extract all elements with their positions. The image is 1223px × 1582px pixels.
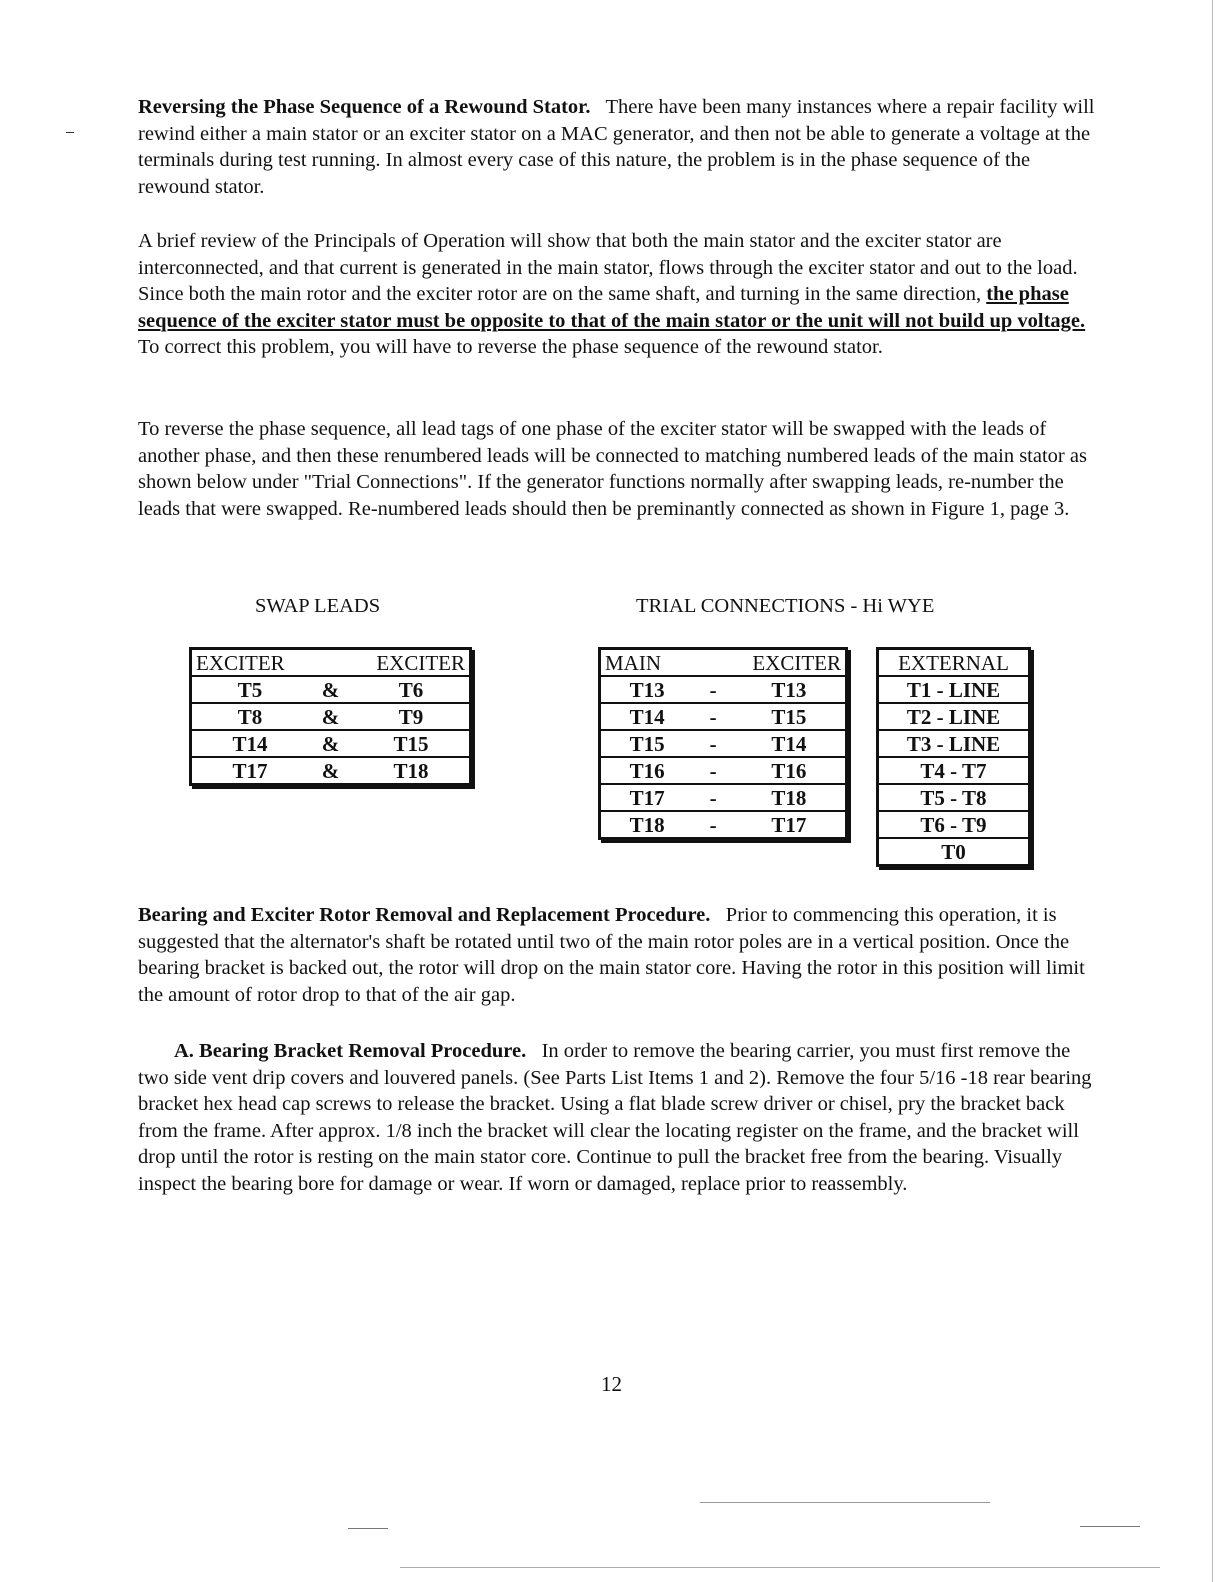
table-cell: T6 [353, 676, 471, 703]
paragraph-bearing-exciter-removal [138, 902, 1103, 1008]
paragraph-principals-of-operation [138, 228, 1103, 361]
table-cell: T5 [191, 676, 309, 703]
header-spacer [308, 649, 353, 677]
header-cell: MAIN [600, 649, 694, 677]
paragraph-text: To reverse the phase sequence, all lead tags of one phase of the exciter stator will be swapped with the leads of another phase, and then these renumbered leads will be connected to matching numbered leads of the main stator as shown below under "Trial Connections". If the generator functions normally after swapping leads, re-number the leads that were swapped. Re-numbered leads should then be preminantly connected as shown in Figure 1, page 3. [138, 418, 1087, 520]
emphasis-phase-sequence-warning: the phase sequence of the exciter stator must be opposite to that of the main stator or the unit will not build up voltage. [138, 283, 1086, 332]
scan-speck [1080, 1526, 1140, 1527]
trial-connections-title: TRIAL CONNECTIONS - Hi WYE [636, 595, 935, 617]
table-cell: T6 - T9 [878, 811, 1030, 838]
table-cell: & [308, 730, 353, 757]
table-cell: T5 - T8 [878, 784, 1030, 811]
paragraph-text: To correct this problem, you will have to reverse the phase sequence of the rewound stator. [138, 336, 883, 359]
table-cell: T4 - T7 [878, 757, 1030, 784]
table-cell: T17 [232, 759, 268, 783]
swap-leads-title: SWAP LEADS [255, 595, 381, 617]
table-row [600, 757, 847, 784]
heading-reversing-phase-sequence: Reversing the Phase Sequence of a Rewound Stator. [138, 96, 591, 118]
paragraph-reverse-procedure [138, 416, 1103, 522]
table-row [600, 811, 847, 839]
table-cell: T17 [600, 784, 694, 811]
table-cell: T18 [733, 784, 847, 811]
header-cell: EXCITER [353, 649, 471, 677]
heading-bearing-bracket-removal: A. Bearing Bracket Removal Procedure. [174, 1040, 527, 1062]
table-row [600, 703, 847, 730]
table-cell: T1 - LINE [878, 676, 1030, 703]
header-cell: EXCITER [733, 649, 847, 677]
table-cell: T15 [600, 730, 694, 757]
table-cell: T14 [733, 730, 847, 757]
table-row [191, 730, 471, 757]
table-cell: T13 [600, 676, 694, 703]
table-row [878, 811, 1030, 838]
table-row [878, 730, 1030, 757]
table-header-row [191, 649, 471, 677]
table-row [600, 730, 847, 757]
table-row [600, 676, 847, 703]
table-cell: & [308, 676, 353, 703]
table-cell: T18 [393, 759, 429, 783]
table-cell: T16 [733, 757, 847, 784]
table-row [191, 676, 471, 703]
table-header-row [600, 649, 847, 677]
paragraph-bearing-bracket-removal [138, 1038, 1103, 1198]
table-row [600, 784, 847, 811]
table-cell: & [321, 759, 340, 783]
table-row [878, 784, 1030, 811]
table-row [191, 757, 471, 785]
table-cell: T3 - LINE [878, 730, 1030, 757]
header-spacer [693, 649, 733, 677]
table-cell: - [693, 703, 733, 730]
table-cell: T16 [600, 757, 694, 784]
scan-edge-line [1212, 0, 1213, 1582]
table-cell: T14 [600, 703, 694, 730]
table-row [878, 703, 1030, 730]
heading-bearing-exciter-removal: Bearing and Exciter Rotor Removal and Replacement Procedure. [138, 904, 711, 926]
table-cell: T17 [771, 813, 807, 837]
table-cell: T15 [733, 703, 847, 730]
table-header-row [878, 649, 1030, 677]
scan-speck [400, 1567, 1160, 1568]
scan-speck [700, 1502, 990, 1503]
table-cell: - [693, 730, 733, 757]
table-row [878, 676, 1030, 703]
swap-leads-table [189, 647, 472, 786]
header-cell: EXCITER [191, 649, 309, 677]
table-cell: - [693, 757, 733, 784]
table-cell: & [308, 703, 353, 730]
paragraph-text: In order to remove the bearing carrier, you must first remove the two side vent drip covers and louvered panels. (See Parts List Items 1 and 2). Remove the four 5/16 -18 rear bearing bracket hex head cap screws to release the bracket. Using a flat blade screw driver or chisel, pry the bracket back from the frame. After approx. 1/8 inch the bracket will clear the locating register on the frame, and the bracket will drop until the rotor is resting on the main stator core. Continue to pull the bracket free from the bearing. Visually inspect the bearing bore for damage or wear. If worn or damaged, replace prior to reassembly. [138, 1040, 1092, 1195]
table-cell: T0 [941, 840, 966, 864]
main-exciter-table [598, 647, 848, 840]
table-cell: T2 - LINE [878, 703, 1030, 730]
table-cell: T8 [191, 703, 309, 730]
table-cell: T13 [733, 676, 847, 703]
table-row [878, 757, 1030, 784]
table-cell: - [693, 676, 733, 703]
table-cell: T15 [353, 730, 471, 757]
table-cell: T14 [191, 730, 309, 757]
scan-speck [348, 1528, 388, 1529]
table-row [191, 703, 471, 730]
paragraph-text: There have been many instances where a repair facility will rewind either a main stator or an exciter stator on a MAC generator, and then not be able to generate a voltage at the terminals during test running. In almost every case of this nature, the problem is in the phase sequence of the rewound stator. [138, 96, 1095, 198]
table-cell: T18 [629, 813, 665, 837]
paragraph-text: A brief review of the Principals of Operation will show that both the main stator and the exciter stator are interconnected, and that current is generated in the main stator, flows through the exciter stator and out to the load. Since both the main rotor and the exciter rotor are on the same shaft, and turning in the same direction, [138, 230, 1078, 306]
table-row [878, 838, 1030, 866]
external-table [876, 647, 1031, 867]
table-cell: T9 [353, 703, 471, 730]
header-cell: EXTERNAL [878, 649, 1030, 677]
scan-speck [66, 132, 74, 133]
page-number: 12 [601, 1372, 622, 1396]
paragraph-text: Prior to commencing this operation, it is suggested that the alternator's shaft be rotated until two of the main rotor poles are in a vertical position. Once the bearing bracket is backed out, the rotor will drop on the main stator core. Having the rotor in this position will limit the amount of rotor drop to that of the air gap. [138, 904, 1085, 1006]
table-cell: - [709, 813, 717, 837]
table-cell: - [693, 784, 733, 811]
paragraph-reversing-phase-sequence [138, 94, 1103, 200]
